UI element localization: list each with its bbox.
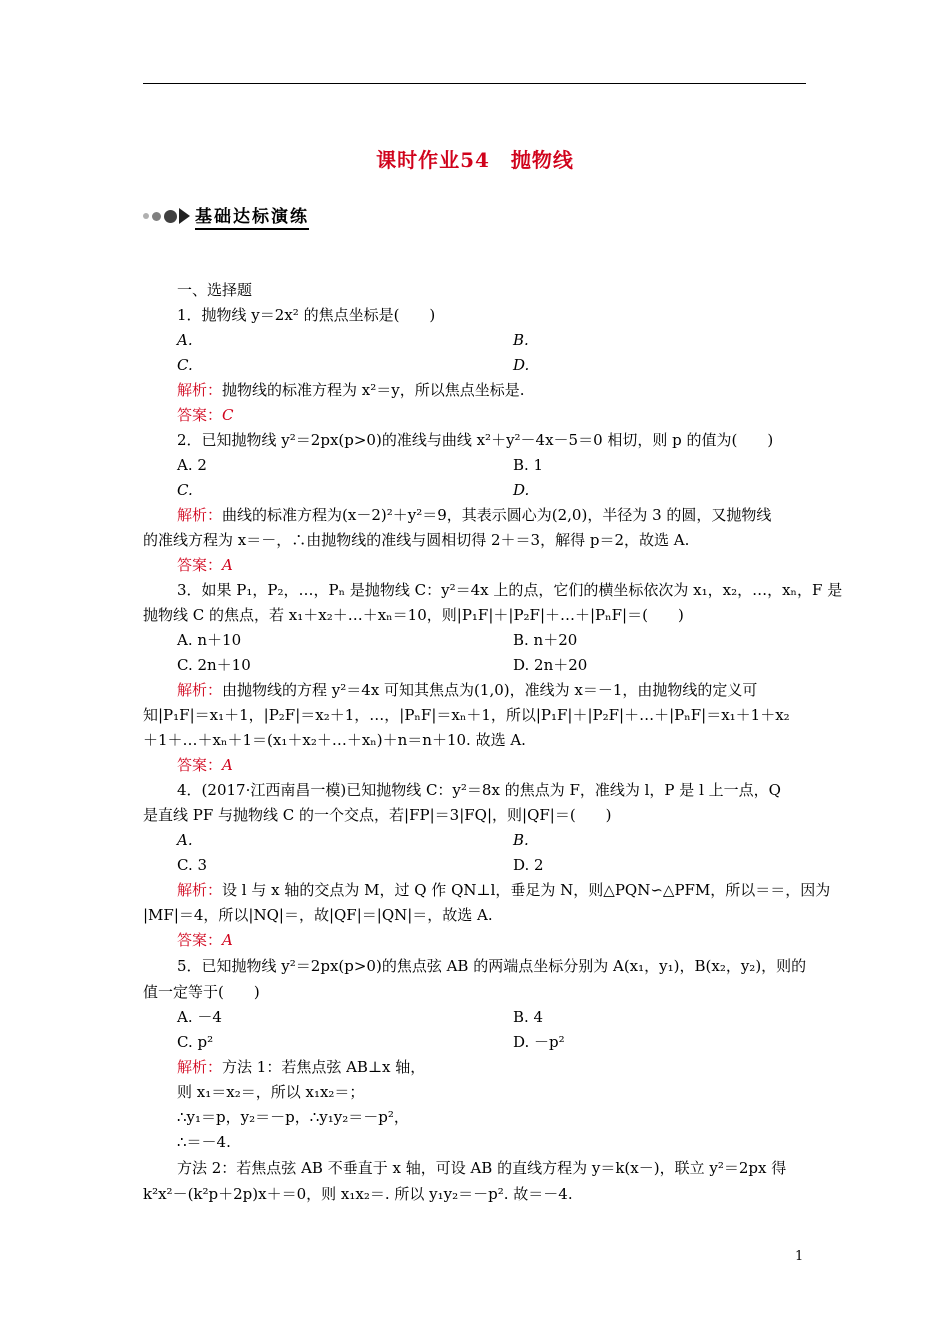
question-4-option-b: B. — [513, 831, 529, 849]
subsection-heading: 一、选择题 — [177, 281, 253, 299]
analysis-text: 由抛物线的方程 y²＝4x 可知其焦点为(1,0)，准线为 x＝－1，由抛物线的定义可 — [222, 681, 758, 699]
answer-label: 答案： — [177, 556, 223, 574]
question-2-analysis-2: 的准线方程为 x＝－，∴由抛物线的准线与圆相切得 2＋＝3，解得 p＝2，故选 A. — [143, 531, 690, 549]
section-label: 基础达标演练 — [195, 202, 309, 230]
answer-label: 答案： — [177, 406, 223, 424]
question-1-option-b: B. — [513, 331, 529, 349]
analysis-label: 解析： — [177, 1058, 223, 1076]
question-5-option-d: D. －p² — [513, 1033, 565, 1051]
question-5-method-2-2: k²x²－(k²p＋2p)x＋＝0，则 x₁x₂＝. 所以 y₁y₂＝－p². 故＝－4. — [143, 1185, 573, 1203]
question-2-analysis-1 — [177, 505, 771, 525]
question-3-option-a: A. n＋10 — [177, 631, 242, 649]
question-1-answer — [177, 405, 234, 425]
question-4-option-c: C. 3 — [177, 856, 208, 874]
answer-value: A — [222, 556, 233, 574]
question-4-option-d: D. 2 — [513, 856, 544, 874]
question-3-analysis-2: 知|P₁F|＝x₁＋1，|P₂F|＝x₂＋1，…，|PₙF|＝xₙ＋1，所以|P₁F|＋|P₂F|＋…＋|PₙF|＝x₁＋1＋x₂ — [143, 706, 790, 724]
question-2-option-c: C. — [177, 481, 193, 499]
question-5-analysis-2: 则 x₁＝x₂＝，所以 x₁x₂＝； — [177, 1083, 365, 1101]
header-rule — [143, 83, 806, 84]
question-5-analysis-1 — [177, 1057, 425, 1077]
page-title: 课时作业54 抛物线 — [376, 148, 574, 172]
question-5-analysis-4: ∴＝－4. — [177, 1133, 231, 1151]
question-2-stem: 2．已知抛物线 y²＝2px(p>0)的准线与曲线 x²＋y²－4x－5＝0 相切，则 p 的值为( ) — [177, 431, 774, 449]
question-2-option-b: B. 1 — [513, 456, 544, 474]
answer-value: A — [222, 931, 233, 949]
question-4-answer — [177, 930, 233, 950]
analysis-label: 解析： — [177, 506, 223, 524]
question-3-option-d: D. 2n＋20 — [513, 656, 588, 674]
question-4-stem-1: 4．(2017·江西南昌一模)已知抛物线 C：y²＝8x 的焦点为 F，准线为 l，P 是 l 上一点，Q — [177, 781, 781, 799]
question-5-method-2-1: 方法 2：若焦点弦 AB 不垂直于 x 轴，可设 AB 的直线方程为 y＝k(x－)，联立 y²＝2px 得 — [177, 1159, 787, 1177]
question-2-option-a: A. 2 — [177, 456, 207, 474]
question-5-option-a: A. －4 — [177, 1008, 222, 1026]
question-1-option-c: C. — [177, 356, 193, 374]
question-5-stem-1: 5．已知抛物线 y²＝2px(p>0)的焦点弦 AB 的两端点坐标分别为 A(x₁，y₁)，B(x₂，y₂)，则的 — [177, 957, 807, 975]
question-4-analysis-2: |MF|＝4，所以|NQ|＝，故|QF|＝|QN|＝，故选 A. — [143, 906, 493, 924]
answer-value: A — [222, 756, 233, 774]
dot-icon — [152, 212, 161, 221]
question-4-analysis-1 — [177, 880, 830, 900]
dot-icon — [143, 213, 149, 219]
answer-label: 答案： — [177, 931, 223, 949]
analysis-label: 解析： — [177, 881, 223, 899]
analysis-text: 曲线的标准方程为(x－2)²＋y²＝9，其表示圆心为(2,0)，半径为 3 的圆，又抛物线 — [222, 506, 772, 524]
question-3-stem-1: 3．如果 P₁，P₂，…，Pₙ 是抛物线 C：y²＝4x 上的点，它们的横坐标依次为 x₁，x₂，…，xₙ，F 是 — [177, 581, 843, 599]
question-3-stem-2: 抛物线 C 的焦点，若 x₁＋x₂＋…＋xₙ＝10，则|P₁F|＋|P₂F|＋…＋|PₙF|＝( ) — [143, 606, 684, 624]
question-3-option-c: C. 2n＋10 — [177, 656, 251, 674]
question-2-answer — [177, 555, 233, 575]
analysis-text: 设 l 与 x 轴的交点为 M，过 Q 作 QN⊥l，垂足为 N，则△PQN∽△PFM，所以＝＝，因为 — [222, 881, 831, 899]
question-1-analysis — [177, 380, 525, 400]
analysis-label: 解析： — [177, 681, 223, 699]
question-4-stem-2: 是直线 PF 与抛物线 C 的一个交点，若|FP|＝3|FQ|，则|QF|＝( ) — [143, 806, 612, 824]
question-5-option-b: B. 4 — [513, 1008, 544, 1026]
question-5-option-c: C. p² — [177, 1033, 214, 1051]
question-1-option-d: D. — [513, 356, 530, 374]
analysis-text: 抛物线的标准方程为 x²＝y，所以焦点坐标是. — [222, 381, 525, 399]
question-3-answer — [177, 755, 233, 775]
question-3-option-b: B. n＋20 — [513, 631, 578, 649]
answer-label: 答案： — [177, 756, 223, 774]
arrow-icon — [179, 208, 190, 224]
section-heading — [143, 203, 309, 229]
answer-value: C — [222, 406, 234, 424]
question-1-option-a: A. — [177, 331, 193, 349]
analysis-text: 方法 1：若焦点弦 AB⊥x 轴， — [222, 1058, 426, 1076]
question-5-analysis-3: ∴y₁＝p，y₂＝－p，∴y₁y₂＝－p²， — [177, 1108, 409, 1126]
question-3-analysis-3: ＋1＋…＋xₙ＋1＝(x₁＋x₂＋…＋xₙ)＋n＝n＋10. 故选 A. — [143, 731, 526, 749]
page-number: 1 — [795, 1249, 804, 1264]
question-3-analysis-1 — [177, 680, 757, 700]
question-4-option-a: A. — [177, 831, 193, 849]
question-5-stem-2: 值一定等于( ) — [143, 983, 260, 1001]
dot-icon — [164, 210, 177, 223]
analysis-label: 解析： — [177, 381, 223, 399]
question-2-option-d: D. — [513, 481, 530, 499]
question-1-stem: 1．抛物线 y＝2x² 的焦点坐标是( ) — [177, 306, 436, 324]
